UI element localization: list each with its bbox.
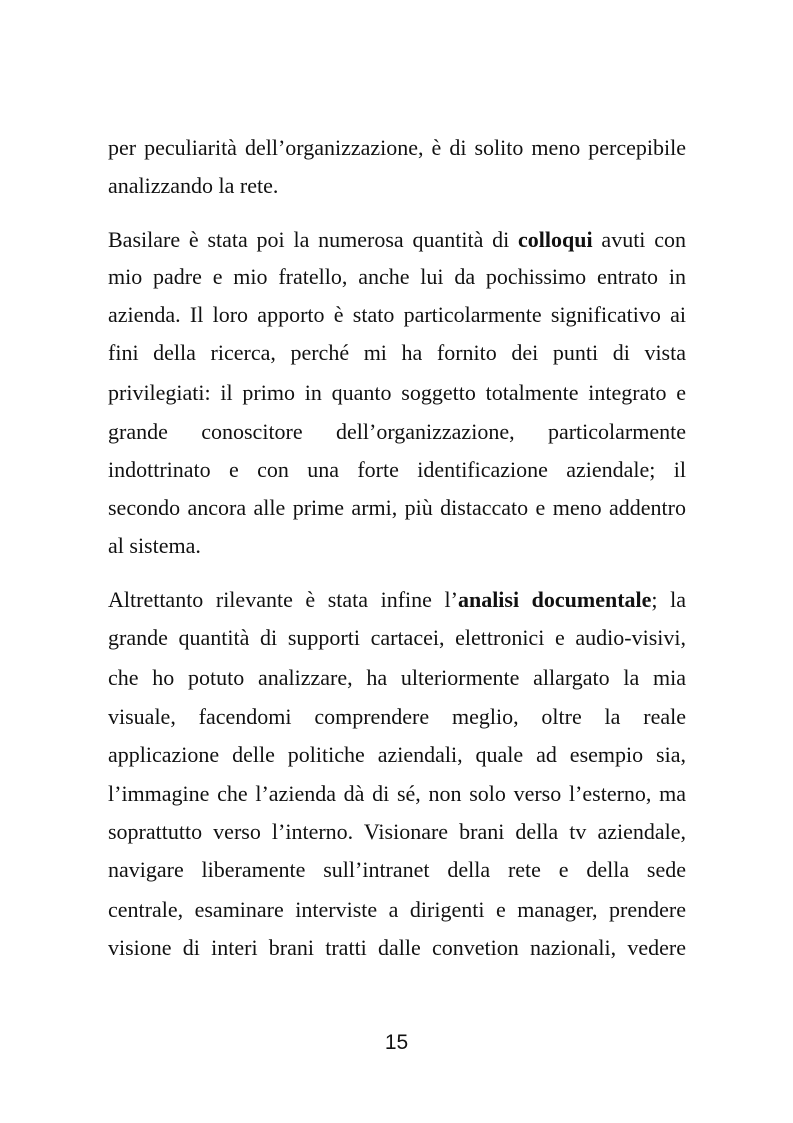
bold-term-analisi-documentale: analisi documentale: [457, 587, 652, 612]
text-line: visione di interi brani tratti dalle convetion nazionali, vedere: [108, 935, 686, 960]
text-line: Altrettanto rilevante è stata infine l’analisi documentale; la: [108, 587, 686, 612]
text-line: grande conoscitore dell’organizzazione, particolarmente: [108, 419, 686, 444]
text-line: privilegiati: il primo in quanto soggetto totalmente integrato e: [108, 380, 686, 405]
text-line: indottrinato e con una forte identificazione aziendale; il: [108, 457, 686, 482]
text-line: azienda. Il loro apporto è stato particolarmente significativo ai: [108, 302, 686, 327]
text-line: analizzando la rete.: [108, 173, 279, 198]
text-line: soprattutto verso l’interno. Visionare brani della tv aziendale,: [108, 819, 686, 844]
text-line: mio padre e mio fratello, anche lui da pochissimo entrato in: [108, 264, 686, 289]
text-line: al sistema.: [108, 533, 201, 558]
text-line: grande quantità di supporti cartacei, elettronici e audio-visivi,: [108, 625, 686, 650]
page-number: 15: [384, 1031, 409, 1054]
text-line: secondo ancora alle prime armi, più distaccato e meno addentro: [108, 495, 686, 520]
text-line: navigare liberamente sull’intranet della rete e della sede: [108, 857, 686, 882]
text-line: l’immagine che l’azienda dà di sé, non solo verso l’esterno, ma: [108, 781, 686, 806]
bold-term-colloqui: colloqui: [518, 227, 593, 252]
text-line: fini della ricerca, perché mi ha fornito dei punti di vista: [108, 340, 686, 365]
text-line: visuale, facendomi comprendere meglio, oltre la reale: [108, 704, 686, 729]
text-line: applicazione delle politiche aziendali, quale ad esempio sia,: [108, 742, 686, 767]
text-line: che ho potuto analizzare, ha ulteriormente allargato la mia: [108, 665, 686, 690]
text-line: Basilare è stata poi la numerosa quantità di colloqui avuti con: [108, 227, 686, 252]
text-line: centrale, esaminare interviste a dirigenti e manager, prendere: [108, 897, 686, 922]
text-line: per peculiarità dell’organizzazione, è di solito meno percepibile: [108, 135, 686, 160]
